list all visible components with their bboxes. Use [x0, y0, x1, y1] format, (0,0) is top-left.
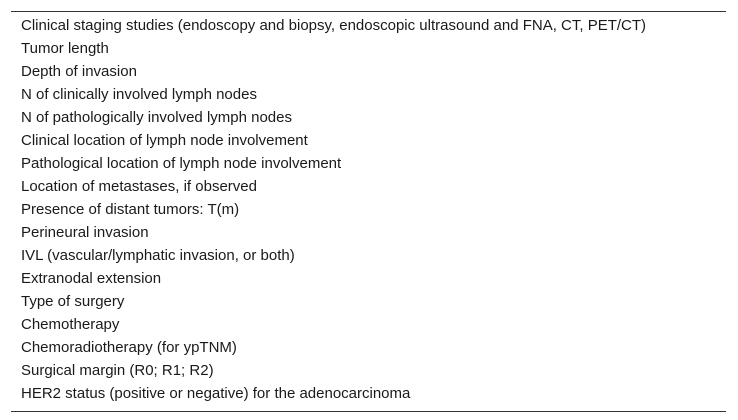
table-row: Surgical margin (R0; R1; R2): [21, 362, 214, 379]
table-row: Tumor length: [21, 40, 109, 57]
table-row: N of clinically involved lymph nodes: [21, 86, 257, 103]
table-row: Depth of invasion: [21, 63, 137, 80]
table-row: Extranodal extension: [21, 270, 162, 287]
data-table: [11, 11, 726, 412]
table-row: HER2 status (positive or negative) for the adenocarcinoma: [21, 385, 411, 402]
table-row: Clinical staging studies (endoscopy and biopsy, endoscopic ultrasound and FNA, CT, PET/CT): [21, 17, 647, 34]
table-row: Clinical location of lymph node involvement: [21, 132, 308, 149]
table-row: Chemoradiotherapy (for ypTNM): [21, 339, 237, 356]
table-row: Type of surgery: [21, 293, 125, 310]
table-row: Pathological location of lymph node involvement: [21, 155, 342, 172]
table-row: IVL (vascular/lymphatic invasion, or both): [21, 247, 295, 264]
table-row: Presence of distant tumors: T(m): [21, 201, 240, 218]
table-row: Chemotherapy: [21, 316, 120, 333]
table-row: N of pathologically involved lymph nodes: [21, 109, 292, 126]
table-row: Perineural invasion: [21, 224, 149, 241]
table-row: Location of metastases, if observed: [21, 178, 257, 195]
